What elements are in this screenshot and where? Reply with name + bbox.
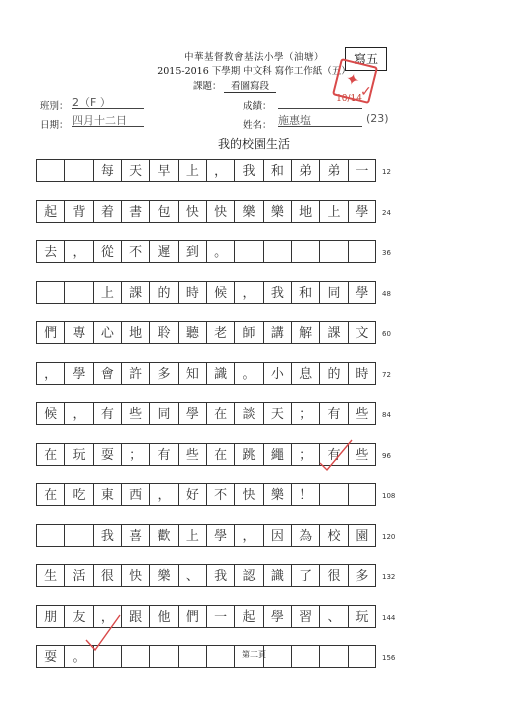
grid-cell: 地 <box>291 200 319 223</box>
grid-cell: 有 <box>319 443 347 466</box>
student-number: (23) <box>366 112 389 125</box>
grid-cell: 上 <box>319 200 347 223</box>
grid-cell: 樂 <box>234 200 262 223</box>
grid-cell: 起 <box>36 200 64 223</box>
grid-cell: 。 <box>206 240 234 263</box>
grid-cell: 上 <box>178 524 206 547</box>
grid-cell: 玩 <box>64 443 92 466</box>
grid-cell: 樂 <box>263 483 291 506</box>
grid-cell: ， <box>149 483 177 506</box>
grade-label: 成績： <box>243 101 272 112</box>
topic-value: 看圖寫段 <box>224 78 276 93</box>
grid-cell: 活 <box>64 564 92 587</box>
name-label: 姓名： <box>243 120 272 131</box>
row-character-count: 36 <box>382 249 391 257</box>
grid-cell: 學 <box>206 524 234 547</box>
grid-cell: 同 <box>319 281 347 304</box>
grid-cell: ， <box>234 524 262 547</box>
grid-cell: 識 <box>263 564 291 587</box>
term-line: 2015-2016 下學期 中文科 寫作工作紙（五） <box>157 66 351 77</box>
grid-cell: 在 <box>36 483 64 506</box>
row-character-count: 120 <box>382 532 396 541</box>
grid-cell: 上 <box>178 159 206 182</box>
grid-cell: 從 <box>93 240 121 263</box>
grid-cell: 些 <box>348 443 376 466</box>
grid-cell: 耍 <box>36 645 64 668</box>
grid-cell: 。 <box>234 362 262 385</box>
grid-cell: ， <box>36 362 64 385</box>
grid-cell: ； <box>291 443 319 466</box>
grid-cell: ； <box>291 402 319 425</box>
teacher-check-icon: ✓ <box>360 84 372 100</box>
red-check-icon <box>320 440 352 470</box>
grid-cell: 有 <box>149 443 177 466</box>
grid-cell: 因 <box>263 524 291 547</box>
grid-cell: 園 <box>348 524 376 547</box>
grid-cell: ， <box>64 240 92 263</box>
grid-cell: ！ <box>291 483 319 506</box>
school-name: 中華基督教會基法小學（油塘） <box>183 52 324 63</box>
grid-cell: 會 <box>93 362 121 385</box>
grid-cell: 快 <box>178 200 206 223</box>
grid-cell: 一 <box>206 605 234 628</box>
grid-cell: 早 <box>149 159 177 182</box>
grid-cell: 們 <box>36 321 64 344</box>
grid-cell: ， <box>93 605 121 628</box>
grid-cell: 時 <box>348 362 376 385</box>
row-character-count: 12 <box>382 168 391 176</box>
grid-cell: 、 <box>319 605 347 628</box>
grid-cell: 很 <box>319 564 347 587</box>
date-label: 日期： <box>40 120 69 131</box>
essay-title: 我的校園生活 <box>217 137 290 151</box>
row-character-count: 156 <box>382 654 396 662</box>
grid-cell: 候 <box>36 402 64 425</box>
grid-cell: 友 <box>64 605 92 628</box>
grid-cell: 的 <box>319 362 347 385</box>
grid-cell: ； <box>121 443 149 466</box>
grid-cell: 我 <box>93 524 121 547</box>
grid-cell: 我 <box>263 281 291 304</box>
worksheet-badge: 寫五 <box>345 47 387 71</box>
grid-cell: 東 <box>93 483 121 506</box>
grid-cell: 了 <box>291 564 319 587</box>
grid-cell: 在 <box>206 402 234 425</box>
grid-cell: 不 <box>121 240 149 263</box>
grid-cell: 小 <box>263 362 291 385</box>
grid-cell: 有 <box>319 402 347 425</box>
grid-cell: 到 <box>178 240 206 263</box>
page-number: 第二頁 <box>242 650 266 659</box>
grid-cell: 跳 <box>234 443 262 466</box>
topic-label: 課題： <box>193 81 222 92</box>
grid-cell: ， <box>234 281 262 304</box>
grid-cell: 玩 <box>348 605 376 628</box>
grid-cell: 不 <box>206 483 234 506</box>
grid-cell: 講 <box>263 321 291 344</box>
grid-cell: 歡 <box>149 524 177 547</box>
grid-cell: 候 <box>206 281 234 304</box>
grid-cell: 每 <box>93 159 121 182</box>
grid-cell: 他 <box>149 605 177 628</box>
teacher-seal-icon: ✦ <box>343 68 362 91</box>
grid-cell: 在 <box>36 443 64 466</box>
grid-cell: 為 <box>291 524 319 547</box>
grid-cell: 快 <box>206 200 234 223</box>
grid-cell: 們 <box>178 605 206 628</box>
grid-cell: 樂 <box>263 200 291 223</box>
grid-cell: 和 <box>291 281 319 304</box>
grid-cell: 課 <box>319 321 347 344</box>
grid-cell: 多 <box>149 362 177 385</box>
grid-cell: 課 <box>121 281 149 304</box>
class-label: 班別： <box>40 101 69 112</box>
grid-cell: 天 <box>121 159 149 182</box>
grid-cell: 的 <box>149 281 177 304</box>
grid-cell: 天 <box>263 402 291 425</box>
grid-cell: 跟 <box>121 605 149 628</box>
row-character-count: 60 <box>382 330 391 338</box>
grid-cell: 心 <box>93 321 121 344</box>
grid-cell: 習 <box>291 605 319 628</box>
grade-field: 10/14 <box>278 94 362 109</box>
grid-cell: 繩 <box>263 443 291 466</box>
grid-cell: 我 <box>234 159 262 182</box>
grid-cell: 。 <box>64 645 92 668</box>
grid-cell: 我 <box>206 564 234 587</box>
grid-cell: 解 <box>291 321 319 344</box>
grid-cell: 聽 <box>178 321 206 344</box>
grid-cell: 些 <box>178 443 206 466</box>
grid-cell: 書 <box>121 200 149 223</box>
class-field: 2（F ） <box>72 94 144 109</box>
row-character-count: 144 <box>382 613 396 622</box>
grid-cell: 吃 <box>64 483 92 506</box>
grid-cell: 去 <box>36 240 64 263</box>
grid-cell: ， <box>206 159 234 182</box>
grid-cell: 文 <box>348 321 376 344</box>
grid-cell: 上 <box>93 281 121 304</box>
grid-cell: 着 <box>93 200 121 223</box>
grid-cell: 樂 <box>149 564 177 587</box>
row-character-count: 132 <box>382 573 396 581</box>
grid-cell: 快 <box>121 564 149 587</box>
grid-cell: 息 <box>291 362 319 385</box>
grid-cell: 許 <box>121 362 149 385</box>
row-character-count: 108 <box>382 492 396 500</box>
grid-cell: 些 <box>121 402 149 425</box>
row-character-count: 72 <box>382 370 391 379</box>
grid-cell: 認 <box>234 564 262 587</box>
grid-cell: 談 <box>234 402 262 425</box>
grid-cell: 西 <box>121 483 149 506</box>
row-character-count: 24 <box>382 208 391 217</box>
grid-cell: 學 <box>263 605 291 628</box>
grid-cell: 聆 <box>149 321 177 344</box>
date-field: 四月十二日 <box>72 112 144 127</box>
grid-cell: 喜 <box>121 524 149 547</box>
grid-cell: ， <box>64 402 92 425</box>
grid-cell: 弟 <box>291 159 319 182</box>
grid-cell: 學 <box>178 402 206 425</box>
row-character-count: 48 <box>382 289 391 298</box>
grid-cell: 校 <box>319 524 347 547</box>
grid-cell: 耍 <box>93 443 121 466</box>
red-check-icon <box>86 615 120 650</box>
grid-cell: 時 <box>178 281 206 304</box>
name-field: 施惠塩 <box>278 112 362 127</box>
row-character-count: 84 <box>382 411 391 419</box>
grid-cell: 一 <box>348 159 376 182</box>
grid-cell: 學 <box>64 362 92 385</box>
grid-cell: 生 <box>36 564 64 587</box>
grid-cell: 背 <box>64 200 92 223</box>
grid-cell: 弟 <box>319 159 347 182</box>
row-character-count: 96 <box>382 451 391 460</box>
grid-cell: 學 <box>348 200 376 223</box>
grid-cell: 地 <box>121 321 149 344</box>
grid-cell: 朋 <box>36 605 64 628</box>
grid-cell: 專 <box>64 321 92 344</box>
grid-cell: 好 <box>178 483 206 506</box>
grid-cell: 有 <box>93 402 121 425</box>
grid-cell: 遲 <box>149 240 177 263</box>
grid-cell: 包 <box>149 200 177 223</box>
grid-cell: 、 <box>178 564 206 587</box>
grid-cell: 起 <box>234 605 262 628</box>
grid-cell: 同 <box>149 402 177 425</box>
grid-cell: 和 <box>263 159 291 182</box>
grid-cell: 多 <box>348 564 376 587</box>
grid-cell: 老 <box>206 321 234 344</box>
grid-cell: 知 <box>178 362 206 385</box>
grid-cell: 識 <box>206 362 234 385</box>
grid-cell: 在 <box>206 443 234 466</box>
grid-cell: 很 <box>93 564 121 587</box>
grid-cell: 學 <box>348 281 376 304</box>
grid-cell: 快 <box>234 483 262 506</box>
grid-cell: 師 <box>234 321 262 344</box>
grid-cell: 些 <box>348 402 376 425</box>
